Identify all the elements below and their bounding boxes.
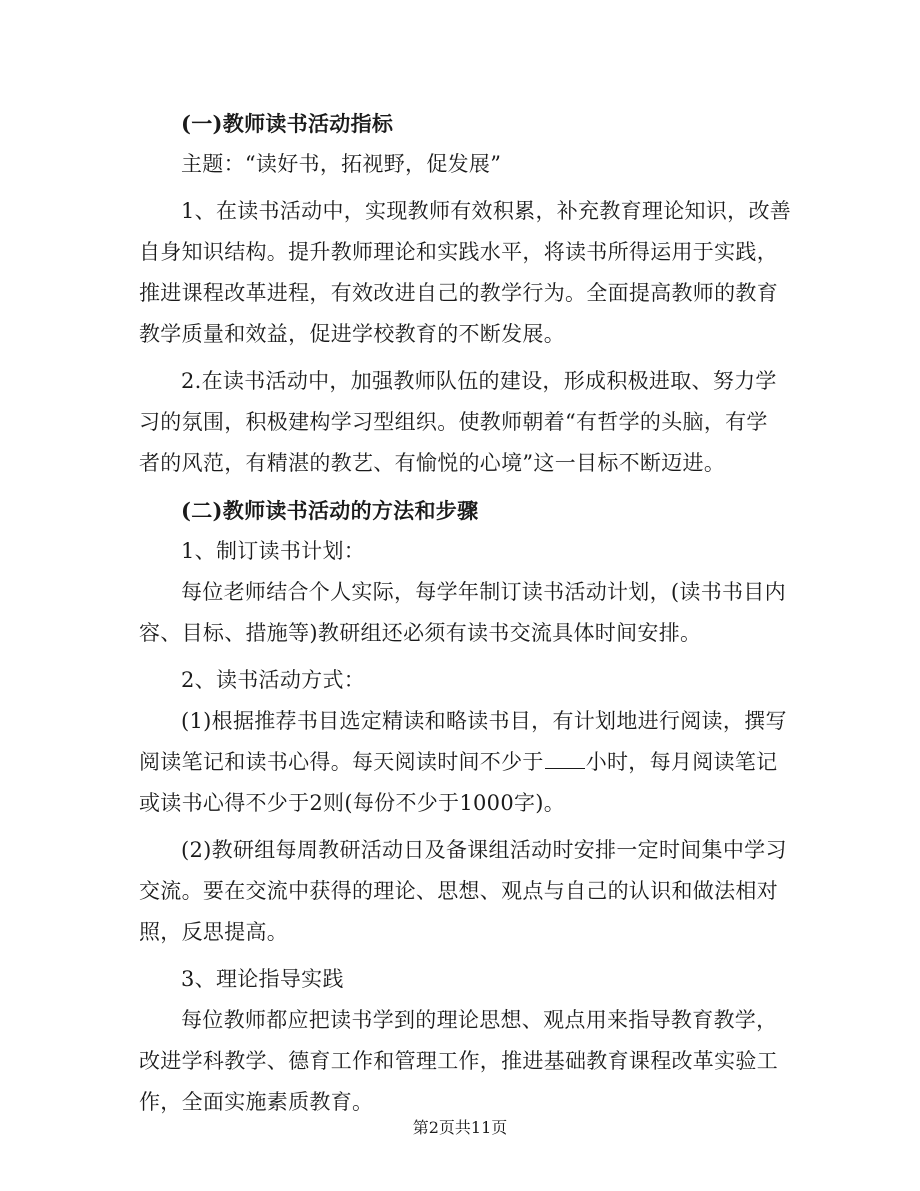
step-2-item-1-line-2	[139, 742, 789, 783]
paragraph-1-line-4: 教学质量和效益，促进学校教育的不断发展。	[139, 322, 565, 346]
paragraph-2-line-1: 2.在读书活动中，加强教师队伍的建设，形成积极进取、努力学	[181, 369, 777, 393]
step-1-body-line-2: 容、目标、措施等)教研组还必须有读书交流具体时间安排。	[139, 621, 702, 645]
step-3-body-line-2: 改进学科教学、德育工作和管理工作，推进基础教育课程改革实验工	[139, 1049, 778, 1073]
section-heading-2: (二)教师读书活动的方法和步骤	[181, 498, 479, 523]
step-2-item-2-line-1: (2)教研组每周教研活动日及备课组活动时安排一定时间集中学习	[181, 838, 787, 862]
paragraph-1-line-2: 自身知识结构。提升教师理论和实践水平，将读书所得运用于实践，	[139, 240, 778, 264]
step-2-item-2-line-2: 交流。要在交流中获得的理论、思想、观点与自己的认识和做法相对	[139, 879, 778, 903]
document-body	[139, 103, 792, 1123]
step-3-title: 3、理论指导实践	[181, 967, 344, 991]
step-2-item-1-line-2-after: 小时，每月阅读笔记	[585, 750, 778, 774]
fill-in-blank	[545, 750, 585, 769]
paragraph-2-line-3: 者的风范，有精湛的教艺、有愉悦的心境”这一目标不断迈进。	[139, 451, 726, 475]
step-2-item-2-line-3: 照，反思提高。	[139, 920, 289, 944]
paragraph-1-line-3: 推进课程改革进程，有效改进自己的教学行为。全面提高教师的教育	[139, 281, 778, 305]
page-number: 第2页共11页	[412, 1118, 508, 1137]
step-2-item-1-line-2-before: 阅读笔记和读书心得。每天阅读时间不少于	[139, 750, 544, 774]
step-3-body-line-3: 作，全面实施素质教育。	[139, 1090, 374, 1114]
theme-line: 主题：“读好书，拓视野，促发展”	[181, 152, 502, 176]
section-heading-1: (一)教师读书活动指标	[181, 111, 394, 136]
paragraph-2-line-2: 习的氛围，积极建构学习型组织。使教师朝着“有哲学的头脑，有学	[139, 410, 768, 434]
step-2-item-1-line-3: 或读书心得不少于2则(每份不少于1000字)。	[139, 791, 566, 815]
step-1-title: 1、制订读书计划：	[181, 539, 366, 563]
step-2-title: 2、读书活动方式：	[181, 668, 366, 692]
step-3-body-line-1: 每位教师都应把读书学到的理论思想、观点用来指导教育教学，	[181, 1008, 778, 1032]
step-2-item-1-line-1: (1)根据推荐书目选定精读和略读书目，有计划地进行阅读，撰写	[181, 709, 787, 733]
paragraph-1-line-1: 1、在读书活动中，实现教师有效积累，补充教育理论知识，改善	[181, 199, 792, 223]
step-1-body-line-1: 每位老师结合个人实际，每学年制订读书活动计划，(读书书目内	[181, 580, 786, 604]
